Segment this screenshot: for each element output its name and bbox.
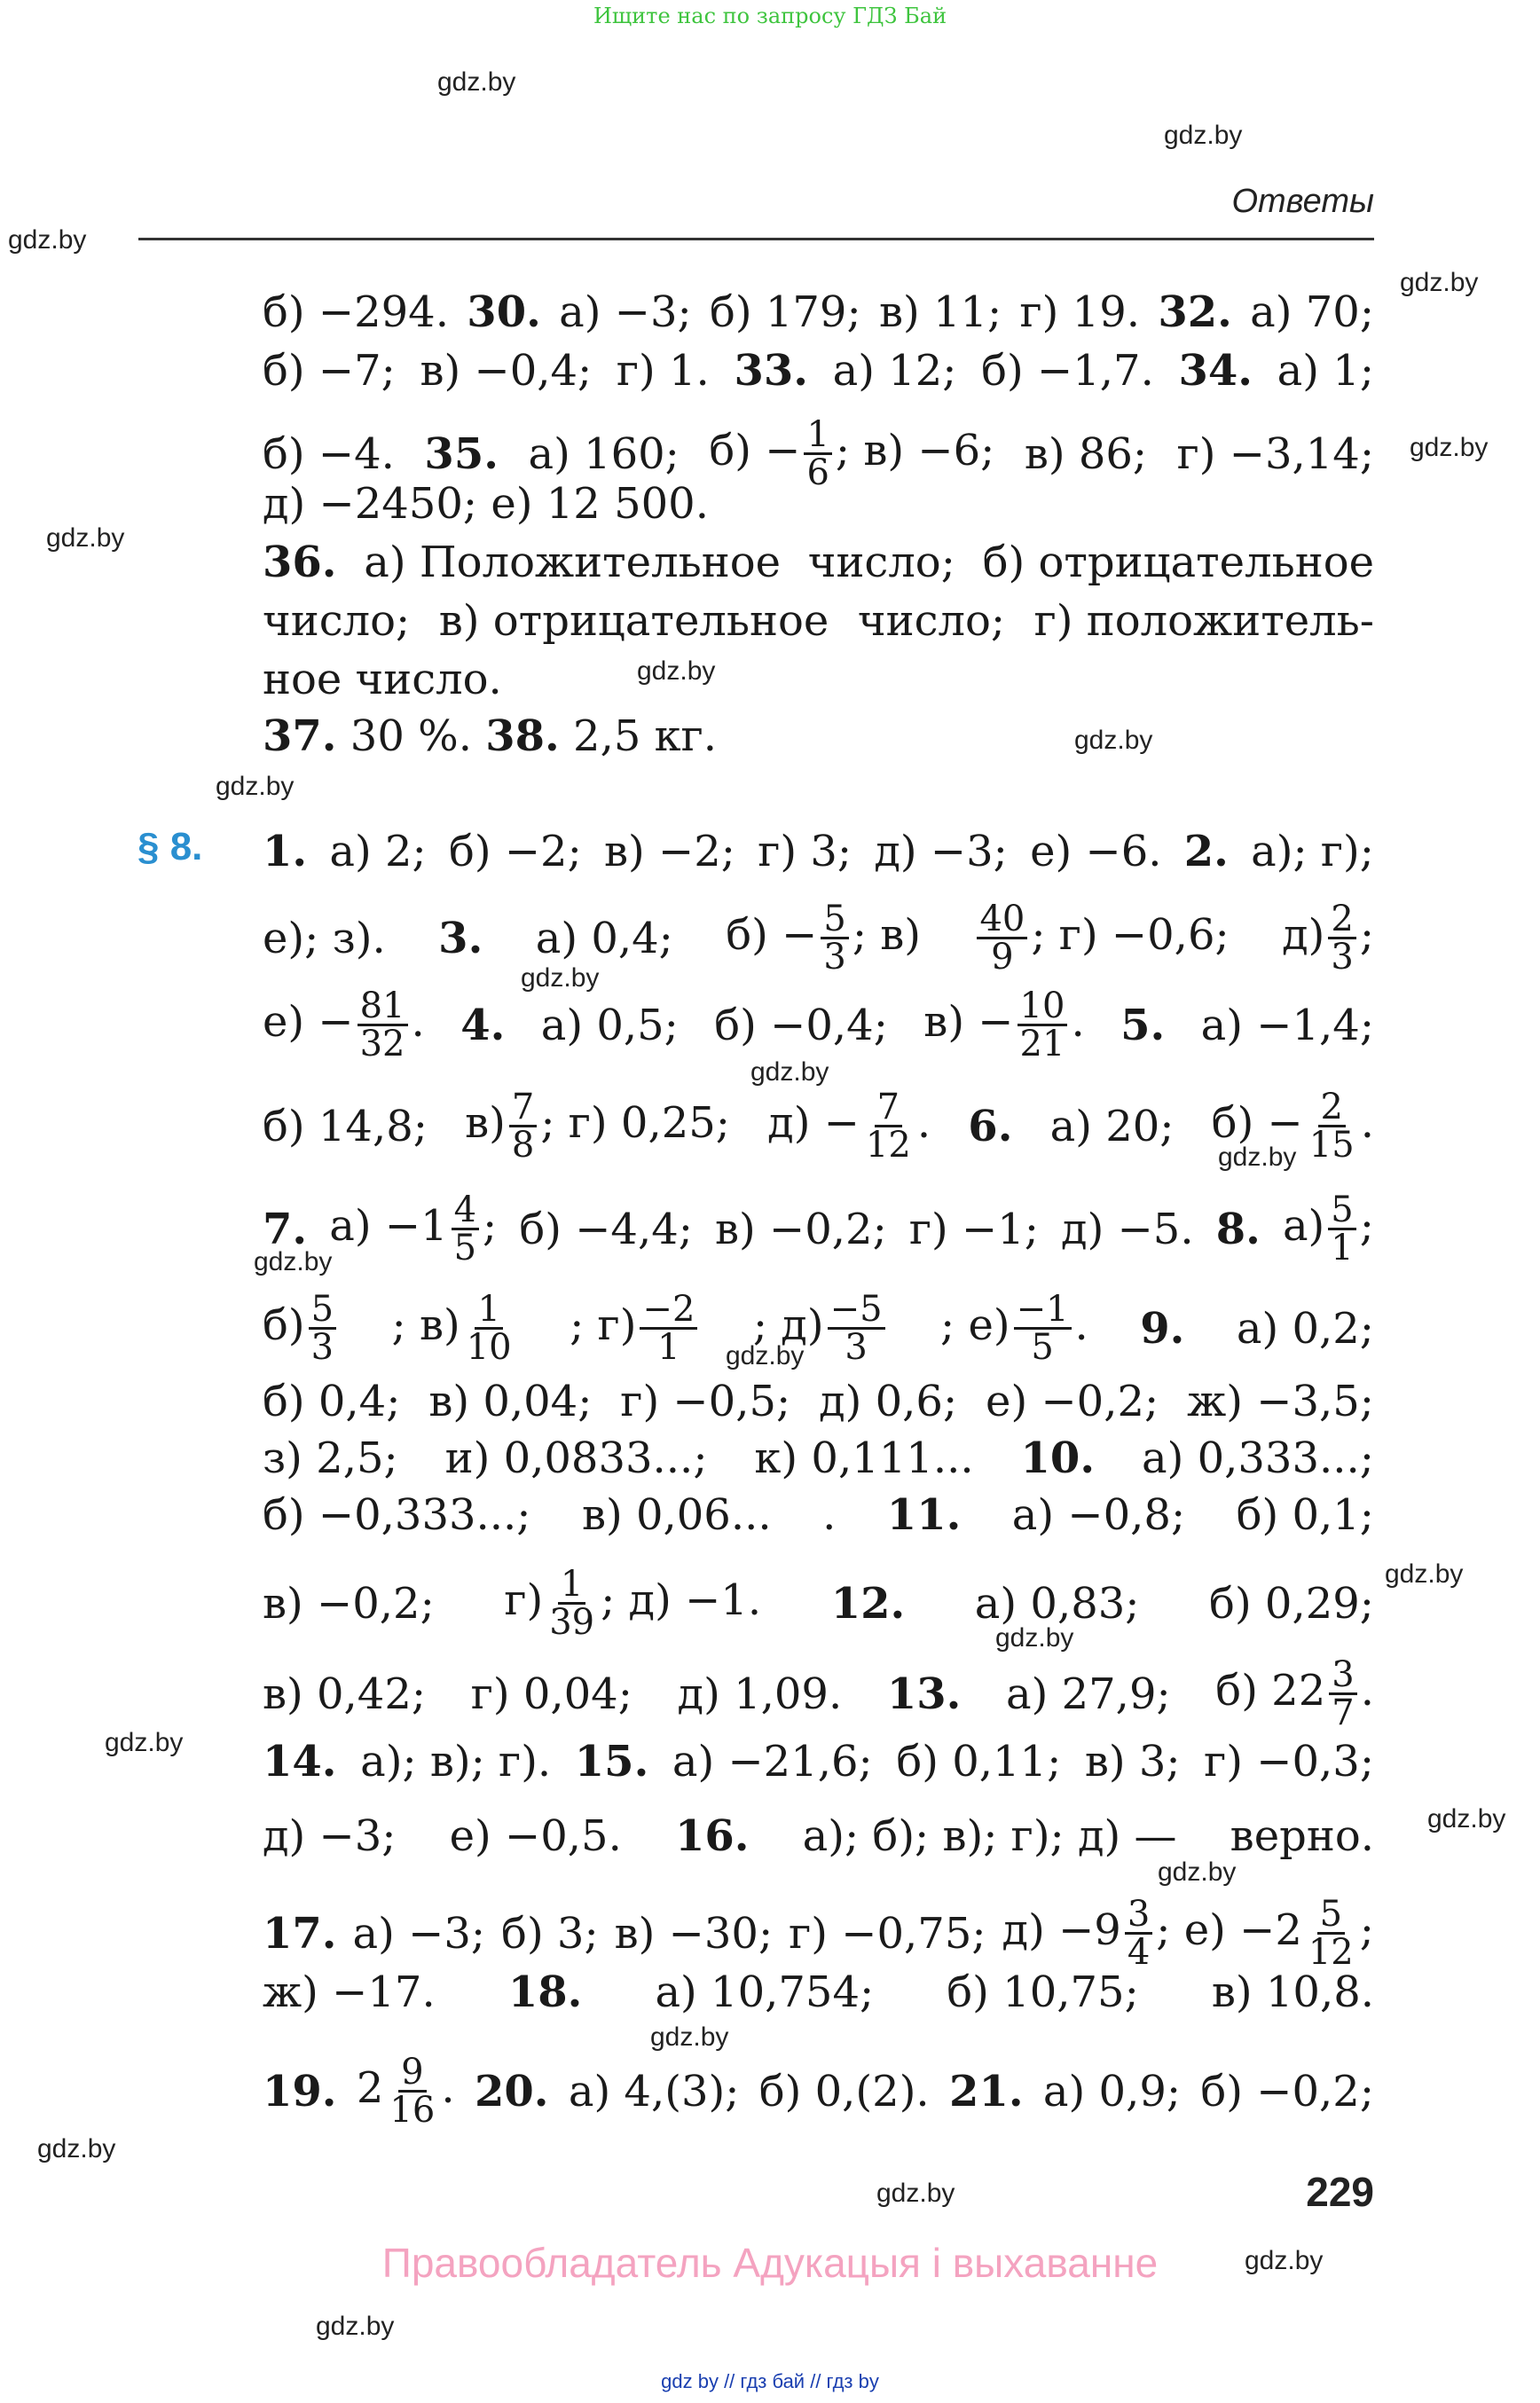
answer-text: б) 10,75; bbox=[947, 1967, 1139, 2017]
answer-text: б) 0,29; bbox=[1209, 1578, 1374, 1629]
answer-text: . bbox=[822, 1490, 837, 1540]
answer-text: г) 3; bbox=[758, 827, 852, 876]
answer-text: а) 12; bbox=[832, 346, 957, 396]
fraction: $\frac{-1}{5}$ bbox=[1014, 1292, 1072, 1365]
problem-number: 9. bbox=[1140, 1303, 1185, 1354]
watermark: gdz.by bbox=[1164, 121, 1243, 150]
answer-text: в) −0,4; bbox=[420, 346, 593, 396]
answer-text: з) 2,5; bbox=[263, 1433, 398, 1483]
problem-number: 18. bbox=[507, 1967, 583, 2017]
answer-text: б) 179; bbox=[709, 287, 861, 337]
answer-text: б) −0,4; bbox=[714, 1000, 888, 1050]
answer-text: число; bbox=[857, 596, 1006, 646]
answer-line bbox=[263, 1564, 1374, 1643]
answer-text: а) −3; bbox=[559, 287, 692, 337]
answer-line bbox=[263, 1810, 1374, 1863]
answer-text: ; г) $\frac{-2}{1}$ bbox=[570, 1292, 701, 1365]
watermark: gdz.by bbox=[105, 1728, 184, 1757]
problem-number: 17. bbox=[263, 1908, 337, 1959]
answer-text: ; в) $\frac{1}{10}$ bbox=[392, 1292, 518, 1365]
problem-number: 32. bbox=[1158, 287, 1232, 337]
answer-text: а) 4,(3); bbox=[568, 2066, 740, 2116]
answer-line bbox=[263, 344, 1374, 397]
answer-text: е); з). bbox=[263, 913, 386, 963]
answer-text: а) 0,4; bbox=[535, 913, 673, 963]
answer-text: г) положитель- bbox=[1033, 596, 1374, 646]
fraction: $\frac{5}{3}$ bbox=[821, 901, 848, 975]
problem-number: 38. bbox=[485, 711, 560, 761]
answer-text: число; bbox=[807, 538, 955, 587]
answer-text: г) −0,5; bbox=[620, 1377, 791, 1426]
watermark: gdz.by bbox=[437, 67, 516, 97]
answer-text: а) Положительное bbox=[364, 538, 781, 587]
answer-text: а) −21,6; bbox=[672, 1737, 873, 1787]
answer-text: а) $\frac{5}{1}$ ; bbox=[1282, 1190, 1374, 1268]
answer-text: б) 0,11; bbox=[896, 1737, 1062, 1787]
watermark: gdz.by bbox=[1410, 433, 1489, 462]
answer-text: б) − $\frac{5}{3}$ ; в) bbox=[726, 899, 922, 978]
watermark: gdz.by bbox=[1427, 1804, 1506, 1834]
answer-text: в) − $\frac{10}{21}$ . bbox=[923, 986, 1085, 1064]
answer-text: к) 0,111... bbox=[754, 1433, 974, 1483]
answer-text: б) −0,333...; bbox=[263, 1490, 531, 1540]
problem-number: 13. bbox=[886, 1669, 962, 1719]
answer-text: а) 0,2; bbox=[1236, 1303, 1374, 1354]
answer-line bbox=[263, 2052, 1374, 2131]
answer-line bbox=[263, 1735, 1374, 1788]
answer-text: б) −2; bbox=[448, 827, 582, 876]
answer-text: е) −6. bbox=[1030, 827, 1162, 876]
header-divider bbox=[138, 238, 1374, 240]
answer-text: в) 3; bbox=[1084, 1737, 1181, 1787]
answer-text: а) −0,8; bbox=[1011, 1490, 1186, 1540]
answer-text: б) 0,1; bbox=[1236, 1490, 1374, 1540]
answer-text: верно. bbox=[1230, 1811, 1374, 1861]
problem-number: 37. bbox=[263, 711, 337, 761]
answer-text: в) 86; bbox=[1024, 428, 1148, 479]
problem-number: 19. bbox=[263, 2066, 337, 2116]
problem-number: 36. bbox=[263, 538, 337, 587]
problem-number: 30. bbox=[467, 287, 541, 337]
answer-line bbox=[263, 825, 1374, 878]
fraction: $\frac{2}{3}$ bbox=[1328, 901, 1355, 975]
answer-line bbox=[263, 988, 1374, 1062]
answer-text: б) $\frac{5}{3}$ bbox=[263, 1292, 340, 1365]
answer-text: а) 0,333...; bbox=[1141, 1433, 1374, 1483]
watermark: gdz.by bbox=[995, 1623, 1074, 1653]
problem-number: 16. bbox=[674, 1811, 750, 1861]
fraction: $\frac{5}{3}$ bbox=[309, 1292, 336, 1365]
answer-text: а) 1; bbox=[1277, 346, 1374, 396]
problem-number: 5. bbox=[1120, 1000, 1166, 1050]
watermark: gdz.by bbox=[316, 2312, 395, 2341]
answer-text: а) 27,9; bbox=[1006, 1669, 1171, 1719]
fraction: $\frac{81}{32}$ bbox=[358, 988, 408, 1062]
answer-text: б) −1,7. bbox=[981, 346, 1154, 396]
answer-text: $\frac{40}{9}$ ; г) −0,6; bbox=[973, 901, 1229, 975]
problem-number: 10. bbox=[1020, 1433, 1096, 1483]
watermark: gdz.by bbox=[650, 2022, 729, 2052]
answer-text: д) −9 $\frac{3}{4}$ ; е) −2 $\frac{5}{12}$ ; bbox=[1002, 1894, 1374, 1973]
fraction: $\frac{7}{8}$ bbox=[509, 1089, 537, 1163]
answer-text: ; д) $\frac{-5}{3}$ bbox=[753, 1292, 889, 1365]
answer-text: г) −1; bbox=[908, 1204, 1039, 1254]
fraction: $\frac{9}{16}$ bbox=[389, 2052, 436, 2131]
answer-text: г) $\frac{1}{39}$ ; д) −1. bbox=[504, 1564, 762, 1643]
fraction: $\frac{-2}{1}$ bbox=[640, 1292, 697, 1365]
problem-number: 33. bbox=[734, 346, 808, 396]
watermark: gdz.by bbox=[37, 2134, 116, 2163]
answer-text: число; bbox=[263, 596, 411, 646]
answer-text: г) 1. bbox=[616, 346, 710, 396]
watermark: gdz.by bbox=[1385, 1559, 1464, 1589]
watermark: gdz.by bbox=[750, 1057, 829, 1087]
problem-number: 34. bbox=[1178, 346, 1253, 396]
answer-text: а) 2; bbox=[329, 827, 427, 876]
answer-line bbox=[263, 594, 1374, 648]
fraction: $\frac{5}{1}$ bbox=[1328, 1192, 1355, 1266]
answer-text: д) −5. bbox=[1061, 1204, 1194, 1254]
watermark: gdz.by bbox=[521, 963, 600, 993]
answer-text: б) 0,(2). bbox=[758, 2066, 930, 2116]
fraction: $\frac{1}{6}$ bbox=[804, 417, 831, 491]
answer-text: а) −3; bbox=[352, 1908, 486, 1959]
problem-number: 3. bbox=[438, 913, 483, 963]
problem-number: 8. bbox=[1215, 1204, 1261, 1254]
answer-line bbox=[263, 1654, 1374, 1733]
answer-text: д) −3; bbox=[874, 827, 1008, 876]
watermark: gdz.by bbox=[1158, 1857, 1237, 1887]
answer-line bbox=[263, 477, 1374, 530]
answer-text: б) −4. bbox=[263, 428, 395, 479]
answer-text: 2,5 кг. bbox=[573, 711, 718, 761]
answer-text: б) −0,2; bbox=[1200, 2066, 1374, 2116]
problem-number: 6. bbox=[968, 1101, 1013, 1151]
copyright-line: Правообладатель Адукацыя і выхаванне bbox=[381, 2240, 1159, 2286]
problem-number: 4. bbox=[460, 1000, 506, 1050]
answer-text: а); г); bbox=[1251, 827, 1374, 876]
answer-text: и) 0,0833...; bbox=[444, 1433, 708, 1483]
answer-text: в) −2; bbox=[604, 827, 735, 876]
answer-text: а) 0,9; bbox=[1042, 2066, 1182, 2116]
answer-text: а) 0,5; bbox=[540, 1000, 679, 1050]
answer-text: а) 0,83; bbox=[974, 1578, 1140, 1629]
answer-text: в) 11; bbox=[878, 287, 1002, 337]
problem-number: 12. bbox=[830, 1578, 906, 1629]
problem-number: 20. bbox=[474, 2066, 549, 2116]
answer-text: б) −7; bbox=[263, 346, 396, 396]
answer-text: в) $\frac{7}{8}$ ; г) 0,25; bbox=[465, 1087, 730, 1166]
answer-text: б) 14,8; bbox=[263, 1101, 428, 1151]
answer-text: е) −0,2; bbox=[986, 1377, 1159, 1426]
fraction: $\frac{3}{7}$ bbox=[1329, 1657, 1356, 1731]
answer-text: а); б); в); г); д) — bbox=[802, 1811, 1177, 1861]
answer-line bbox=[263, 1289, 1374, 1368]
watermark: gdz.by bbox=[1074, 726, 1153, 755]
fraction: $\frac{10}{21}$ bbox=[1018, 988, 1068, 1062]
answer-text: а); в); г). bbox=[360, 1737, 552, 1787]
answer-text: д) −2450; е) 12 500. bbox=[263, 479, 709, 529]
answer-text: в) 10,8. bbox=[1211, 1967, 1374, 2017]
header-title: Ответы bbox=[1231, 183, 1374, 220]
answer-text: ное число. bbox=[263, 655, 502, 704]
problem-number: 1. bbox=[263, 827, 308, 876]
watermark: gdz.by bbox=[254, 1247, 333, 1276]
watermark: gdz.by bbox=[876, 2179, 955, 2208]
section-label: § 8. bbox=[138, 825, 203, 868]
watermark: gdz.by bbox=[1400, 268, 1479, 297]
answer-text: б) −294. bbox=[263, 287, 449, 337]
answer-text: ж) −3,5; bbox=[1187, 1377, 1374, 1426]
answer-text: д) −3; bbox=[263, 1811, 397, 1861]
answer-line bbox=[263, 1192, 1374, 1266]
answer-line bbox=[263, 286, 1374, 339]
answer-text: б) −4,4; bbox=[519, 1204, 693, 1254]
fraction: $\frac{3}{4}$ bbox=[1125, 1896, 1152, 1970]
page-number: 229 bbox=[1306, 2169, 1374, 2215]
answer-text: б) 22 $\frac{3}{7}$ . bbox=[1215, 1654, 1374, 1733]
answer-text: в) отрицательное bbox=[438, 596, 829, 646]
problem-number: 2. bbox=[1183, 827, 1229, 876]
fraction: $\frac{40}{9}$ bbox=[977, 901, 1027, 975]
answer-text: е) − $\frac{81}{32}$ . bbox=[263, 986, 425, 1064]
answer-text: ж) −17. bbox=[263, 1967, 436, 2017]
problem-number: 11. bbox=[886, 1490, 962, 1540]
footer-links: gdz by // гдз бай // гдз by bbox=[661, 2370, 879, 2392]
answer-text: д) − $\frac{7}{12}$ . bbox=[767, 1087, 931, 1166]
problem-number: 7. bbox=[263, 1204, 308, 1254]
problem-number: 15. bbox=[574, 1737, 649, 1787]
answer-text: а) 10,754; bbox=[655, 1967, 875, 2017]
watermark: gdz.by bbox=[637, 656, 716, 686]
answer-text: г) 0,04; bbox=[470, 1669, 632, 1719]
answer-text: е) −0,5. bbox=[449, 1811, 622, 1861]
fraction: $\frac{7}{12}$ bbox=[865, 1087, 911, 1166]
answer-line bbox=[263, 710, 1374, 763]
answer-text: а) −1 $\frac{4}{5}$ ; bbox=[329, 1190, 498, 1268]
fraction: $\frac{-5}{3}$ bbox=[828, 1292, 885, 1365]
answer-text: г) −3,14; bbox=[1176, 428, 1374, 479]
answer-text: а) 160; bbox=[528, 428, 680, 479]
answer-text: б) 0,4; bbox=[263, 1377, 401, 1426]
answer-line bbox=[263, 1488, 1374, 1542]
problem-number: 14. bbox=[263, 1737, 337, 1787]
answer-text: г) 19. bbox=[1019, 287, 1140, 337]
answer-text: в) 0,42; bbox=[263, 1669, 427, 1719]
watermark: gdz.by bbox=[8, 225, 87, 255]
answer-text: в) −0,2; bbox=[263, 1578, 435, 1629]
answer-text: г) −0,75; bbox=[789, 1908, 986, 1959]
answer-line bbox=[263, 536, 1374, 589]
answer-text: в) −0,2; bbox=[715, 1204, 887, 1254]
answer-text: б) − $\frac{2}{15}$ . bbox=[1211, 1087, 1374, 1166]
problem-number: 35. bbox=[424, 428, 499, 479]
answer-line bbox=[263, 1966, 1374, 2019]
answer-text: б) − $\frac{1}{6}$ ; в) −6; bbox=[709, 414, 995, 493]
answer-text: б) 3; bbox=[501, 1908, 599, 1959]
fraction: $\frac{4}{5}$ bbox=[452, 1192, 479, 1266]
answer-line bbox=[263, 1432, 1374, 1485]
answer-text: д) 1,09. bbox=[677, 1669, 843, 1719]
watermark: gdz.by bbox=[1218, 1143, 1297, 1172]
answer-text: д) $\frac{2}{3}$ ; bbox=[1282, 899, 1374, 978]
fraction: $\frac{1}{10}$ bbox=[466, 1289, 512, 1368]
answer-line bbox=[263, 1087, 1374, 1166]
answer-text: в) −30; bbox=[614, 1908, 774, 1959]
answer-line bbox=[263, 1375, 1374, 1428]
answer-text: 2 $\frac{9}{16}$ . bbox=[356, 2052, 455, 2131]
answer-text: д) 0,6; bbox=[819, 1377, 958, 1426]
fraction: $\frac{2}{15}$ bbox=[1308, 1087, 1355, 1166]
answer-text: в) 0,04; bbox=[428, 1377, 593, 1426]
answer-line bbox=[263, 1894, 1374, 1973]
watermark: gdz.by bbox=[216, 772, 295, 801]
answer-text: 30 %. bbox=[350, 711, 472, 761]
watermark: gdz.by bbox=[1245, 2246, 1324, 2275]
watermark: gdz.by bbox=[726, 1341, 805, 1370]
top-banner: Ищите нас по запросу ГДЗ Бай bbox=[593, 4, 947, 28]
answer-text: ; е) $\frac{-1}{5}$ . bbox=[940, 1289, 1088, 1368]
answer-text: в) 0,06... bbox=[581, 1490, 772, 1540]
fraction: $\frac{1}{39}$ bbox=[549, 1564, 595, 1643]
fraction: $\frac{5}{12}$ bbox=[1308, 1894, 1354, 1973]
problem-number: 21. bbox=[949, 2066, 1024, 2116]
watermark: gdz.by bbox=[46, 523, 125, 553]
answer-text: а) 20; bbox=[1049, 1101, 1175, 1151]
answer-line bbox=[263, 653, 1374, 706]
answer-text: а) 70; bbox=[1250, 287, 1374, 337]
answer-text: б) отрицательное bbox=[982, 538, 1374, 587]
answer-text: г) −0,3; bbox=[1204, 1737, 1374, 1787]
answer-text: а) −1,4; bbox=[1200, 1000, 1374, 1050]
